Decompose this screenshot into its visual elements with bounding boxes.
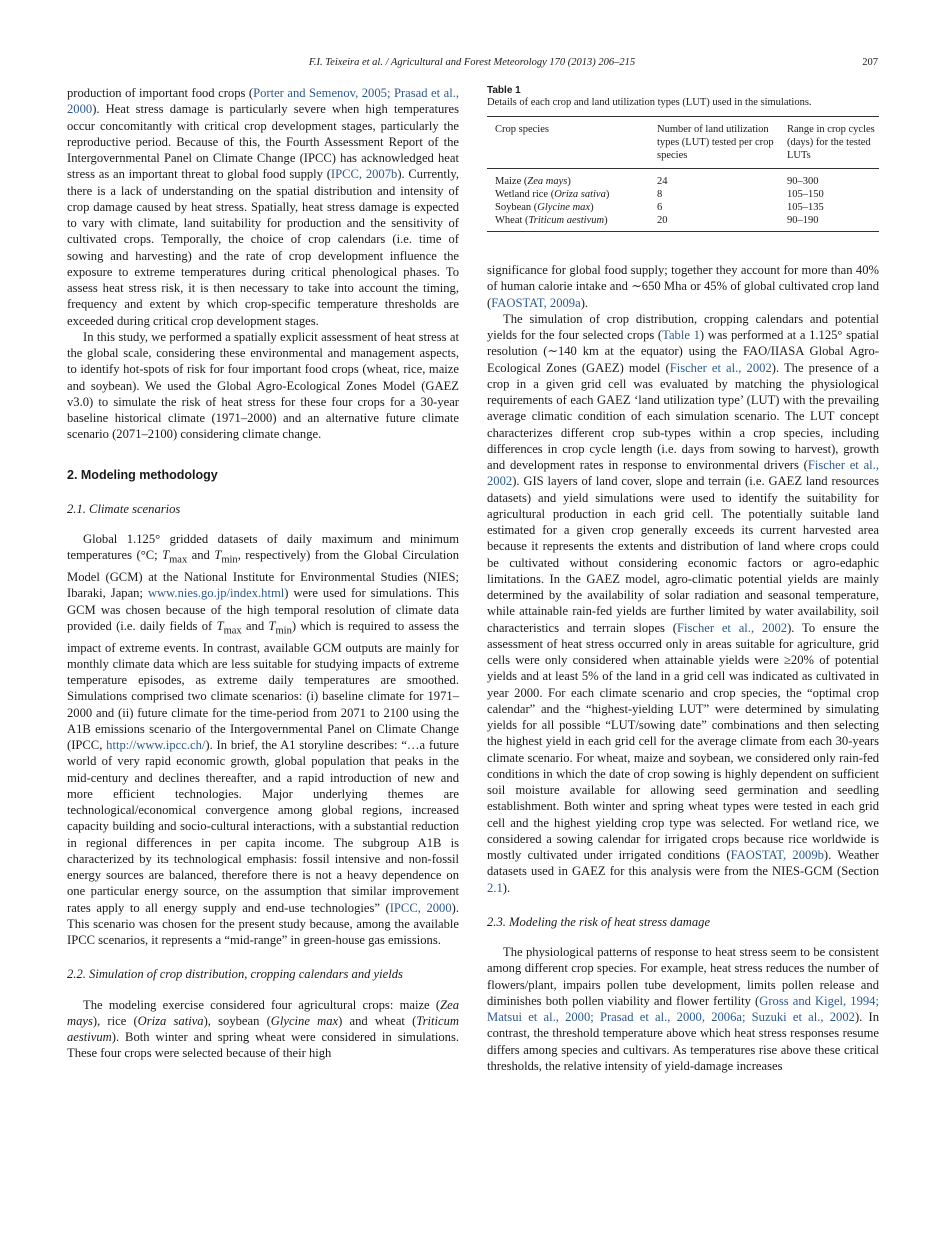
citation-link[interactable]: FAOSTAT, 2009a: [491, 295, 581, 310]
citation-link[interactable]: IPCC, 2007b: [330, 167, 398, 182]
header-crop-cycle-range: Range in crop cycles (days) for the tested LUTs: [779, 117, 879, 169]
crop-name-cell: Wheat (Triticum aestivum): [487, 214, 649, 232]
citation-link[interactable]: Fischer et al., 2002: [676, 620, 788, 635]
table-row: [487, 188, 879, 201]
section-ref-link[interactable]: 2.1: [487, 880, 503, 895]
right-column: [487, 262, 879, 1074]
table-row: [487, 169, 879, 189]
crop-name-cell: Wetland rice (Oriza sativa): [495, 189, 610, 200]
table-1: [487, 85, 879, 232]
subsection-heading-2-3: 2.3. Modeling the risk of heat stress damage: [487, 914, 711, 929]
url-link[interactable]: http://www.ipcc.ch/: [106, 738, 206, 753]
table-ref-link[interactable]: Table 1: [662, 328, 700, 342]
crop-lut-table: [487, 116, 879, 232]
header-crop-species: Crop species: [487, 117, 649, 169]
paragraph-study-aim: In this study, we performed a spatially explicit assessment of heat stress at the global scale, considering these environmental and management aspects, to identify hot-spots of risk for four important food crops (wheat, rice, maize and soybean). We used the Global Agro-Ecological Zones Model (GAEZ v3.0) to simulate the risk of heat stress for these four crops for a 30-year baseline historical climate (1971–2000) and an alternative future climate scenario (2071–2100) considering climate change.: [67, 329, 459, 442]
cycle-range-cell: 105–150: [787, 189, 824, 200]
subsection-heading-2-1: 2.1. Climate scenarios: [67, 501, 181, 516]
cycle-range-cell: 105–135: [787, 202, 824, 213]
table-row: [487, 201, 879, 214]
table-label: Table 1: [487, 85, 521, 96]
table-header-row: [487, 117, 879, 169]
lut-count-cell: 6: [657, 202, 663, 213]
subsection-heading-2-2: 2.2. Simulation of crop distribution, cropping calendars and yields: [67, 967, 403, 982]
citation-link[interactable]: IPCC, 2000: [389, 900, 452, 915]
paragraph-gaez-simulation: The simulation of crop distribution, cropping calendars and potential yields for the four selected crops (Table 1) was performed at a 1.125° spatial resolution (∼140 km at the equator) using the FAO/IIASA Global Agro-Ecological Zones (GAEZ) model (Fischer et al., 2002). The presence of a crop in a given grid cell was evaluated by matching the physiological requirements of each GAEZ ‘land utilization type’ (LUT) with the prevailing average climatic condition of each simulation scenario. The LUT concept characterizes different crop sub-types within a crop species, including differences in crop cycle length (i.e. days from sowing to harvest), growth and development rates in response to environmental drivers (Fischer et al., 2002). GIS layers of land cover, slope and terrain (i.e. GAEZ land resources datasets) and yield simulations were used to identify the suitability for agricultural production in each grid cell. The potentially suitable land estimated for a given crop generally exceeds its current harvested area because it represents the extents and distribution of land where crops could be cultivated without considering economic factors or agro-edaphic limitations. In the GAEZ model, agro-climatic potential yields are mainly determined by the availability of solar radiation and seasonal temperature, while attainable rain-fed yields are further limited by water availability, soil characteristics and terrain slopes (Fischer et al., 2002). To ensure the assessment of heat stress occurred only in areas suitable for agriculture, grid cells were only considered when attainable yields were ≥20% of potential yields and at least 5% of the land in a grid cell was indicated as cultivated in year 2000. For each climate scenario and crop species, the “optimal crop calendar” and the “highest-yielding LUT” were determined by simulating yields for all possible “LUT/sowing date” combinations and then selecting the highest yield in each grid cell for the average climate from each 30-years climate scenario. For wheat, maize and soybean, we considered only rain-fed conditions in which the date of crop sowing is highly dependent on sufficient soil moisture available for allowing seed germination and seedling establishment. Both winter and spring wheat types were tested in each grid cell and the highest yielding crop type was selected. For wetland rice, we considered a sowing calendar for irrigated crops because rice worldwide is mostly cultivated under irrigated conditions (FAOSTAT, 2009b). Weather datasets used in GAEZ for this analysis were from the NIES-GCM (Section 2.1).: [487, 311, 879, 895]
lut-count-cell: 20: [649, 214, 779, 232]
url-link[interactable]: www.nies.go.jp/index.html: [147, 586, 285, 601]
paragraph-crop-significance: significance for global food supply; together they account for more than 40% of human calorie intake and ∼650 Mha or 45% of global cultivated crop land (FAOSTAT, 2009a).: [487, 263, 879, 310]
table-caption: Details of each crop and land utilization types (LUT) used in the simulations.: [487, 97, 812, 108]
page-number: 207: [862, 57, 878, 68]
cycle-range-cell: 90–300: [787, 176, 819, 187]
citation-link[interactable]: Porter and Semenov, 2005; Prasad et al., 2000: [67, 86, 459, 117]
left-column: [67, 85, 459, 1062]
paragraph-crop-simulation: The modeling exercise considered four agricultural crops: maize (Zea mays), rice (Oriza sativa), soybean (Glycine max) and wheat (Triticum aestivum). Both winter and spring wheat were considered in simulations. These four crops were selected because of their high: [67, 997, 459, 1061]
citation-link[interactable]: Fischer et al., 2002: [487, 458, 879, 489]
citation-link[interactable]: Fischer et al., 2002: [669, 360, 772, 375]
lut-count-cell: 8: [657, 189, 663, 200]
running-head: [66, 57, 878, 73]
citation-link[interactable]: Gross and Kigel, 1994; Matsui et al., 2000; Prasad et al., 2000, 2006a; Suzuki et al., 2002: [487, 993, 879, 1024]
paragraph-heat-stress-risk: The physiological patterns of response to heat stress seem to be consistent among different crop species. For example, heat stress reduces the number of flowers/plant, impairs pollen tube development, limits pollen release and diminishes both pollen viability and flower fertility (Gross and Kigel, 1994; Matsui et al., 2000; Prasad et al., 2000, 2006a; Suzuki et al., 2002). In contrast, the threshold temperature above which heat stress responses resume differs among species and cultivars. As temperatures rise above these critical thresholds, the relative intensity of yield-damage increases: [487, 945, 879, 1073]
table-row: [487, 214, 879, 232]
lut-count-cell: 24: [657, 176, 668, 187]
crop-name-cell: Maize (Zea mays): [495, 176, 571, 187]
crop-name-cell: Soybean (Glycine max): [495, 202, 594, 213]
running-title: F.I. Teixeira et al. / Agricultural and Forest Meteorology 170 (2013) 206–215: [308, 57, 636, 68]
cycle-range-cell: 90–190: [779, 214, 879, 232]
paragraph-climate-scenarios: Global 1.125° gridded datasets of daily maximum and minimum temperatures (°C; $T_{max}$ and $T_{min}$, respectively) from the Global Circulation Model (GCM) at the National Institute for Environmental Studies (NIES; Ibaraki, Japan; www.nies.go.jp/index.html) were used for simulations. This GCM was chosen because of the high temporal resolution of climate data provided (i.e. daily fields of $T_{max}$ and $T_{min}$) which is required to assess the impact of extreme events. In contrast, available GCM outputs are mainly for monthly climate data which are less suitable for studying impacts of extreme temperature episodes, as extreme daily temperatures are smoothed. Simulations comprised two climate scenarios: (i) baseline climate for 1971–2000 and (ii) future climate for the time-period from 2071 to 2100 using the A1B emissions scenario of the Intergovernmental Panel on Climate Change (IPCC, http://www.ipcc.ch/). In brief, the A1 storyline describes: “…a future world of very rapid economic growth, global population that peaks in the mid-century and declines thereafter, and a rapid introduction of new and more efficient technologies. Major underlying themes are technological/economical convergence among global regions, increased capacity building and socio-cultural interactions, with a substantial reduction in regional differences in per capita income. The subgroup A1B is characterized by its technological emphasis: fossil intensive and non-fossil energy sources are balanced, therefore there is not a heavy dependence on one particular energy source, on the assumption that similar improvement rates apply to all energy supply and end-use technologies” (IPCC, 2000). This scenario was chosen for the present study because, among the available IPCC scenarios, it represents a “mid-range” in green-house gas emissions.: [67, 532, 460, 948]
paragraph-intro-continued: production of important food crops (Porter and Semenov, 2005; Prasad et al., 2000). Heat stress damage is particularly severe when high temperatures occur concomitantly with critical crop development stages, particularly the reproductive period. Because of this, the Fourth Assessment Report of the Intergovernmental Panel on Climate Change (IPCC) has acknowledged heat stress as an important threat to global food supply (IPCC, 2007b). Currently, there is a lack of understanding on the spatial distribution and intensity of crop damage caused by heat stress. Spatially, heat stress damage is expected to vary with climate, land suitability for production and the sensitivity of cultivated crops. Temporally, the choice of crop calendars (i.e. time of sowing and harvesting) and the rate of crop development influence the exposure to extreme temperatures during critical phenological phases. To assess heat stress risk, it is then necessary to take into account the timing, frequency and extent by which crop-specific temperature thresholds are exceeded during critical crop development stages.: [67, 86, 460, 328]
section-heading-2: 2. Modeling methodology: [67, 467, 218, 482]
citation-link[interactable]: FAOSTAT, 2009b: [730, 848, 824, 862]
header-lut-count: Number of land utilization types (LUT) tested per crop species: [649, 117, 779, 169]
